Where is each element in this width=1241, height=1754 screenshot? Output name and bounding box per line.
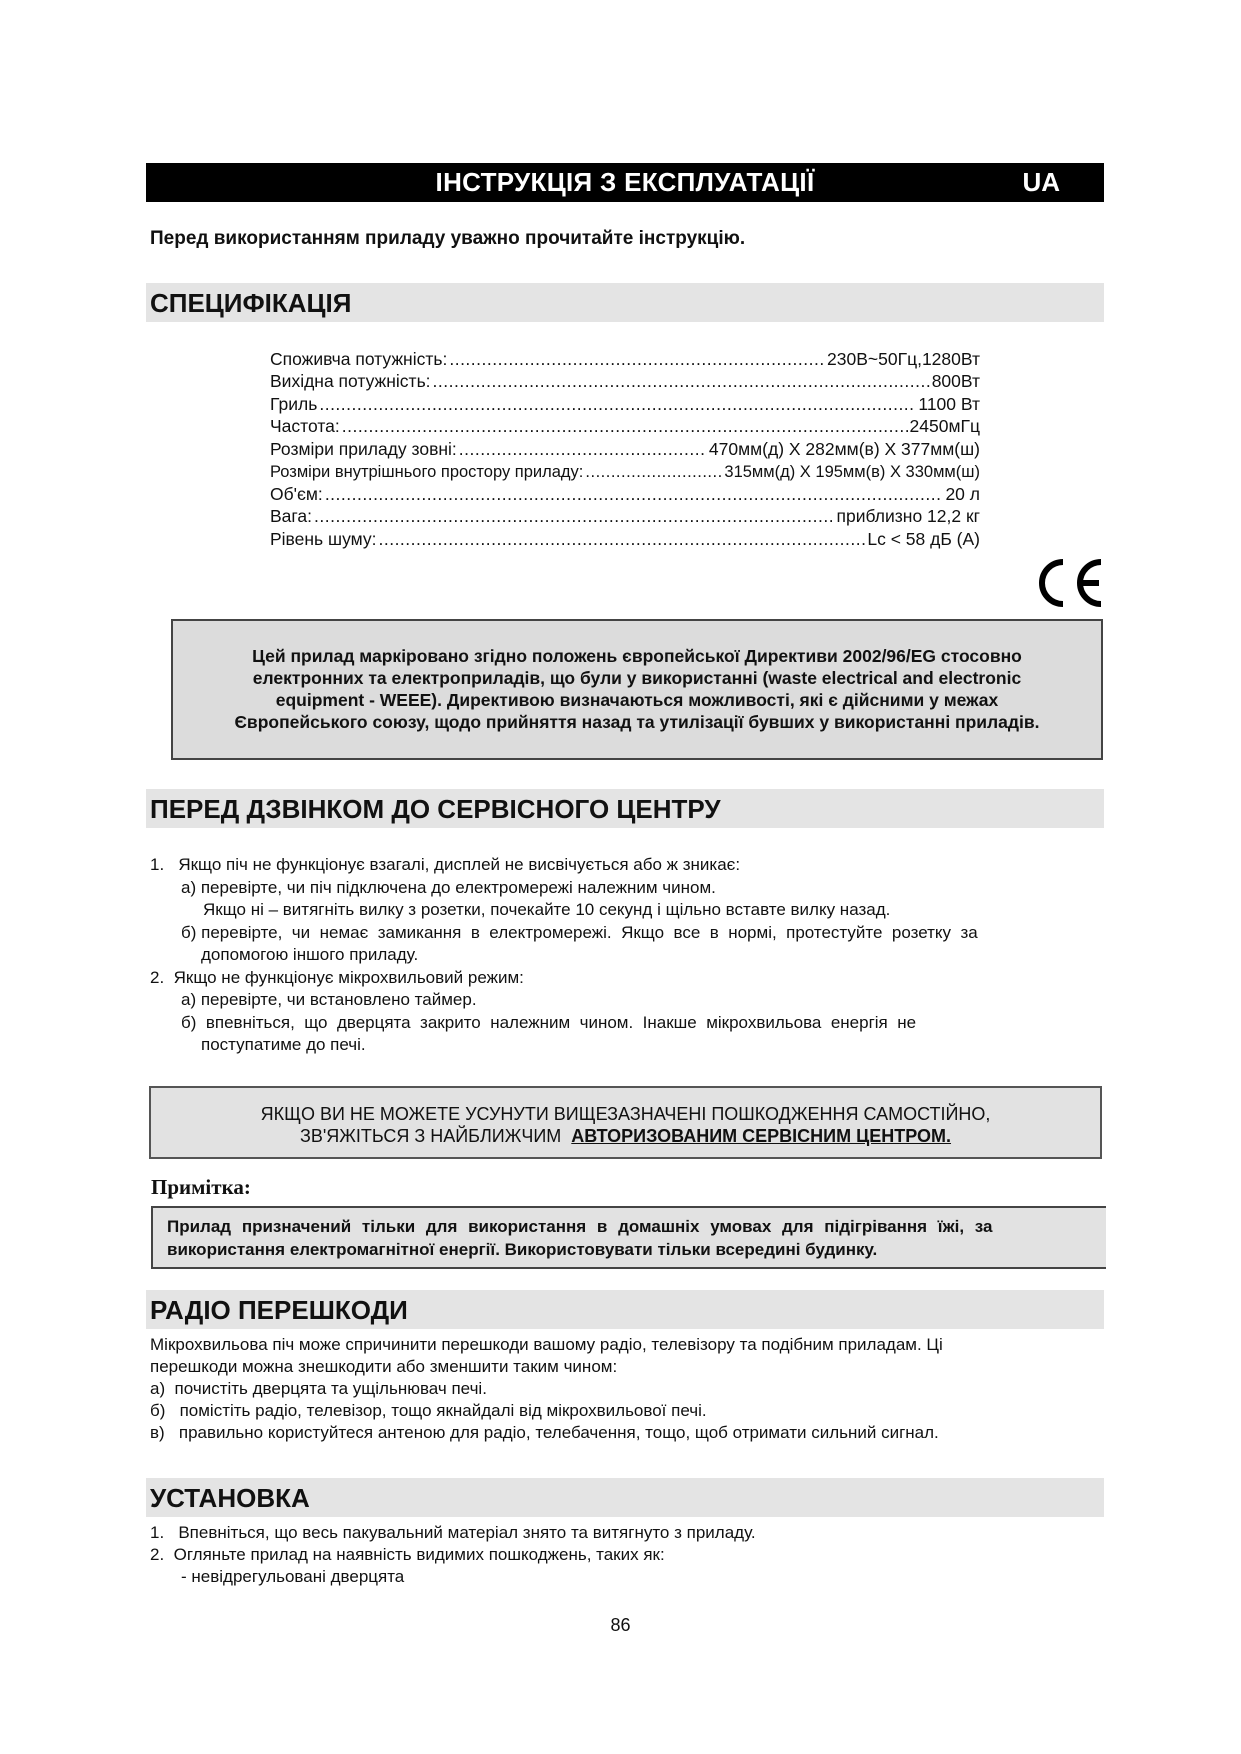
service-box-line: ЗВ'ЯЖІТЬСЯ З НАЙБЛИЖЧИМ АВТОРИЗОВАНИМ СЕРВІСНИМ ЦЕНТРОМ. [299, 1126, 952, 1146]
radio-line: б) помістіть радіо, телевізор, тощо якнайдалі від мікрохвильової печі. [150, 1401, 707, 1420]
list-item: - невідрегульовані дверцята [181, 1567, 405, 1586]
list-item: а) перевірте, чи піч підключена до електромережі належним чином. [181, 877, 716, 897]
spec-row [270, 460, 980, 483]
weee-notice-box [171, 619, 1103, 760]
spec-row [270, 415, 980, 438]
spec-list [270, 347, 980, 550]
spec-row [270, 347, 980, 370]
note-line: використання електромагнітної енергії. Використовувати тільки всередині будинку. [167, 1240, 878, 1259]
spec-row [270, 370, 980, 393]
ce-mark-icon [1033, 556, 1107, 610]
section-heading-spec [146, 283, 1104, 322]
spec-row [270, 505, 980, 528]
service-heading: ПЕРЕД ДЗВІНКОМ ДО СЕРВІСНОГО ЦЕНТРУ [150, 794, 721, 824]
weee-line: електронних та електроприладів, що були у використанні (waste electrical and electronic [252, 668, 1022, 688]
list-item: 1. Якщо піч не функціонує взагалі, дисплей не висвічується або ж зникає: [150, 855, 741, 874]
service-list [150, 854, 1095, 1057]
list-item: б) перевірте, чи немає замикання в електромережі. Якщо все в нормі, протестуйте розетку за [181, 922, 978, 942]
radio-text [150, 1334, 1100, 1444]
spec-value: 800Вт [931, 371, 980, 391]
service-box-line: ЯКЩО ВИ НЕ МОЖЕТЕ УСУНУТИ ВИЩЕЗАЗНАЧЕНІ ПОШКОДЖЕННЯ САМОСТІЙНО, [260, 1104, 991, 1124]
radio-line: Мікрохвильова піч може спричинити перешкоди вашому радіо, телевізору та подібним приладам. Ці [150, 1335, 943, 1354]
list-item: Якщо ні – витягніть вилку з розетки, почекайте 10 секунд і щільно вставте вилку назад. [203, 900, 891, 919]
authorized-service-center-link: АВТОРИЗОВАНИМ СЕРВІСНИМ ЦЕНТРОМ. [571, 1126, 952, 1146]
spec-value: 20 л [945, 483, 980, 504]
section-heading-service [146, 789, 1104, 828]
install-heading: УСТАНОВКА [150, 1483, 310, 1513]
list-item: а) перевірте, чи встановлено таймер. [181, 990, 477, 1009]
note-label: Примітка: [151, 1175, 251, 1199]
spec-label: Вага: [270, 506, 312, 526]
list-item: 2. Огляньте прилад на наявність видимих пошкоджень, таких як: [150, 1545, 665, 1564]
list-item: б) впевніться, що дверцята закрито належним чином. Інакше мікрохвильова енергія не [181, 1012, 917, 1032]
list-item: поступатиме до печі. [201, 1035, 366, 1054]
list-item: 2. Якщо не функціонує мікрохвильовий режим: [150, 967, 524, 987]
spec-label: Розміри внутрішнього простору приладу: [270, 463, 584, 481]
service-contact-box [149, 1086, 1102, 1159]
spec-label: Об'єм: [270, 483, 323, 504]
spec-value: 1100 Вт [918, 393, 980, 414]
spec-value: 315мм(д) Х 195мм(в) Х 330мм(ш) [724, 463, 980, 481]
spec-label: Вихідна потужність: [270, 371, 431, 391]
list-item: 1. Впевніться, що весь пакувальний матеріал знято та витягнуто з приладу. [150, 1523, 756, 1542]
language-code: UA [1022, 167, 1060, 197]
spec-value: 230В~50Гц,1280Вт [827, 348, 980, 369]
radio-line: в) правильно користуйтеся антеною для радіо, телебачення, тощо, щоб отримати сильний сигнал. [150, 1423, 939, 1442]
section-heading-radio [146, 1290, 1104, 1329]
note-line: Прилад призначений тільки для використання в домашніх умовах для підігрівання їжі, за [167, 1217, 993, 1236]
spec-label: Частота: [270, 416, 340, 436]
spec-row [270, 527, 980, 550]
spec-value: 470мм(д) Х 282мм(в) Х 377мм(ш) [708, 438, 980, 459]
section-heading-install [146, 1478, 1104, 1517]
intro-text: Перед використанням приладу уважно прочитайте інструкцію. [150, 228, 746, 249]
radio-heading: РАДІО ПЕРЕШКОДИ [150, 1295, 408, 1325]
note-box [151, 1206, 1106, 1269]
list-item: допомогою іншого приладу. [201, 945, 419, 964]
weee-line: Цей прилад маркіровано згідно положень європейської Директиви 2002/96/EG стосовно [252, 646, 1022, 666]
spec-label: Гриль [270, 393, 318, 414]
radio-line: перешкоди можна знешкодити або зменшити таким чином: [150, 1357, 618, 1376]
spec-row [270, 437, 980, 460]
spec-row [270, 392, 980, 415]
spec-value: 2450мГц [909, 416, 980, 436]
spec-value: Lc < 58 дБ (А) [867, 528, 980, 549]
spec-label: Розміри приладу зовні: [270, 438, 457, 459]
page-number: 86 [610, 1615, 631, 1635]
header-bar [146, 163, 1104, 202]
spec-heading: СПЕЦИФІКАЦІЯ [150, 288, 352, 318]
document-title: ІНСТРУКЦІЯ З ЕКСПЛУАТАЦІЇ [435, 167, 815, 197]
weee-line: Європейського союзу, щодо прийняття назад та утилізації бувших у використанні приладів. [234, 712, 1040, 732]
spec-label: Споживча потужність: [270, 348, 448, 369]
spec-row [270, 482, 980, 505]
spec-label: Рівень шуму: [270, 528, 377, 549]
radio-line: а) почистіть дверцята та ущільнювач печі. [150, 1379, 487, 1398]
weee-line: equipment - WEEE). Директивою визначаються можливості, які є дійсними у межах [275, 690, 999, 710]
install-list [150, 1522, 1100, 1588]
spec-value: приблизно 12,2 кг [836, 506, 980, 526]
